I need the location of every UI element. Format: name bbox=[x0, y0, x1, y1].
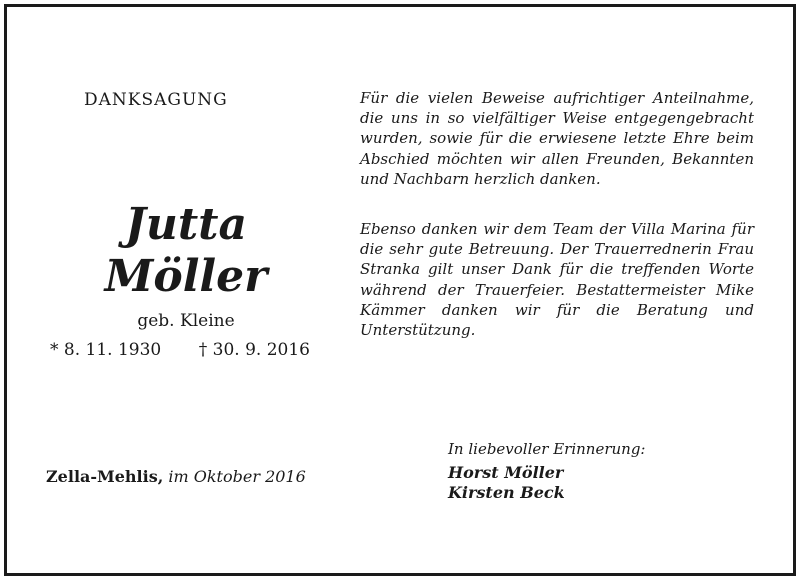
birth-date: * 8. 11. 1930 bbox=[50, 340, 162, 360]
thanks-paragraph-2: Ebenso danken wir dem Team der Villa Marina für die sehr gute Betreuung. Der Trauerrednerin Frau Stranka gilt unser Dank für die treffenden Worte während der Trauerfeier. Bestattermeister Mike Kämmer danken wir für die Beratung und Unterstützung. bbox=[360, 220, 754, 340]
memory-line: In liebevoller Erinnerung: bbox=[448, 440, 646, 458]
signatory: Horst Möller bbox=[448, 463, 564, 482]
life-dates bbox=[50, 340, 310, 360]
thanks-paragraph: Für die vielen Beweise aufrichtiger Anteilnahme, die uns in so vielfältiger Weise entgegengebracht wurden, sowie für die erwiesene letzte Ehre beim Abschied möchten wir allen Freunden, Bekannten und Nachbarn herzlich danken. bbox=[360, 89, 754, 188]
deceased-first-name: Jutta bbox=[125, 199, 247, 250]
death-date: † 30. 9. 2016 bbox=[198, 340, 310, 360]
maiden-name: geb. Kleine bbox=[137, 311, 235, 331]
signatory: Kirsten Beck bbox=[448, 483, 565, 502]
place: Zella-Mehlis, bbox=[46, 467, 164, 486]
place-date-line bbox=[46, 467, 306, 486]
notice-heading: DANKSAGUNG bbox=[84, 90, 228, 110]
deceased-last-name: Möller bbox=[104, 251, 268, 302]
date: im Oktober 2016 bbox=[163, 467, 306, 486]
